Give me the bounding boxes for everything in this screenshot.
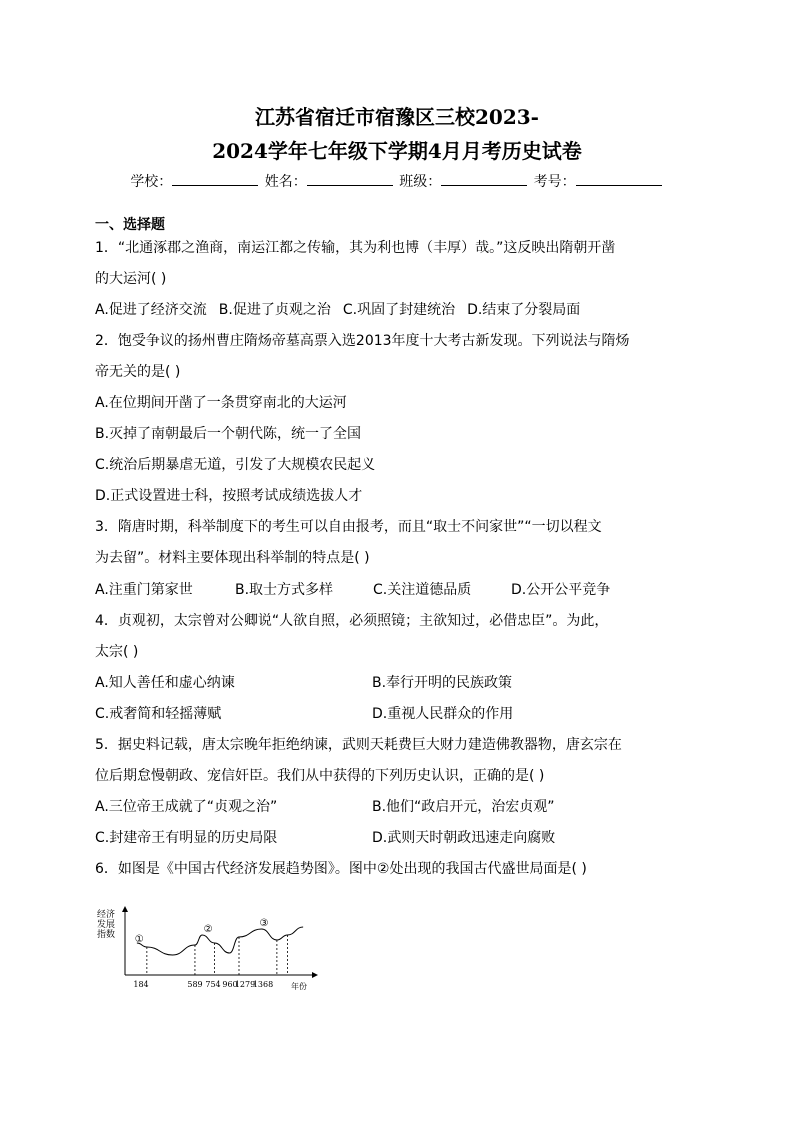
q1-options [95, 300, 592, 320]
name-field[interactable] [307, 171, 393, 186]
q3-stem-line1: 3．隋唐时期，科举制度下的考生可以自由报考，而且“取士不问家世”“一切以程文 [95, 519, 602, 535]
school-label: 学校： [130, 174, 173, 190]
section-heading: 一、选择题 [95, 217, 165, 233]
q2-option-b[interactable]: B.灭掉了南朝最后一个朝代陈，统一了全国 [95, 426, 362, 442]
q1-option-d[interactable]: D.结束了分裂局面 [467, 302, 581, 318]
q1-option-c[interactable]: C.巩固了封建统治 [342, 302, 456, 318]
q2-option-a[interactable]: A.在位期间开凿了一条贯穿南北的大运河 [95, 395, 347, 411]
q4-option-c[interactable]: C.戒奢简和轻摇薄赋 [95, 706, 222, 722]
q2-stem-line1: 2．饱受争议的扬州曹庄隋炀帝墓高票入选2013年度十大考古新发现。下列说法与隋炀 [95, 333, 630, 349]
exam-number-label: 考号： [533, 174, 576, 190]
chart-tick-589: 589 [187, 980, 203, 989]
q4-stem-line2: 太宗( ) [95, 644, 139, 660]
chart-ylabel-1: 经济 [97, 910, 116, 920]
chart-ylabel-3: 指数 [97, 930, 116, 940]
q1-option-a[interactable]: A.促进了经济交流 [95, 302, 207, 318]
chart-marker-2: ② [203, 924, 213, 935]
class-label: 班级： [399, 174, 442, 190]
q3-stem-line2: 为去留”。材料主要体现出科举制的特点是( ) [95, 550, 370, 566]
q3-option-b[interactable]: B.取士方式多样 [235, 582, 334, 598]
q5-option-a[interactable]: A.三位帝王成就了“贞观之治” [95, 799, 278, 815]
q5-option-c[interactable]: C.封建帝王有明显的历史局限 [95, 830, 278, 846]
q2-option-c[interactable]: C.统治后期暴虐无道，引发了大规模农民起义 [95, 457, 376, 473]
q3-option-a[interactable]: A.注重门第家世 [95, 582, 193, 598]
exam-title-line1: 江苏省宿迁市宿豫区三校2023- [255, 105, 539, 129]
chart-series-line [134, 927, 303, 955]
class-field[interactable] [441, 171, 527, 186]
chart-ylabel-2: 发展 [97, 920, 116, 930]
q3-option-d[interactable]: D.公开公平竞争 [511, 582, 611, 598]
chart-marker-3: ③ [259, 918, 269, 929]
q1-stem-line2: 的大运河( ) [95, 271, 167, 287]
q5-stem-line2: 位后期怠慢朝政、宠信奸臣。我们从中获得的下列历史认识，正确的是( ) [95, 768, 545, 784]
q4-option-b[interactable]: B.奉行开明的民族政策 [372, 675, 513, 691]
economic-trend-chart [95, 905, 325, 995]
chart-tick-960: 960 [222, 980, 238, 989]
q5-option-b[interactable]: B.他们“政启开元，治宏贞观” [372, 799, 555, 815]
chart-tick-1368: 1368 [252, 980, 274, 989]
q5-stem-line1: 5．据史料记载，唐太宗晚年拒绝纳谏，武则天耗费巨大财力建造佛教器物，唐玄宗在 [95, 737, 622, 753]
chart-tick-1279: 1279 [234, 980, 256, 989]
q6-stem-line1: 6．如图是《中国古代经济发展趋势图》。图中②处出现的我国古代盛世局面是( ) [95, 861, 587, 877]
q4-option-d[interactable]: D.重视人民群众的作用 [372, 706, 514, 722]
chart-tick-754: 754 [205, 980, 221, 989]
exam-number-field[interactable] [576, 171, 662, 186]
q4-stem-line1: 4．贞观初，太宗曾对公卿说“人欲自照，必须照镜；主欲知过，必借忠臣”。为此， [95, 613, 609, 629]
chart-x-arrow [312, 972, 318, 978]
exam-title-line2: 2024学年七年级下学期4月月考历史试卷 [212, 139, 582, 163]
q4-option-a[interactable]: A.知人善任和虚心纳谏 [95, 675, 235, 691]
q5-option-d[interactable]: D.武则天时朝政迅速走向腐败 [372, 830, 556, 846]
q1-option-b[interactable]: B.促进了贞观之治 [218, 302, 331, 318]
chart-xlabel: 年份 [291, 982, 307, 991]
q1-stem-line1: 1．“北通涿郡之渔商，南运江都之传输，其为利也博（丰厚）哉。”这反映出隋朝开凿 [95, 240, 616, 256]
chart-y-arrow [122, 906, 128, 912]
chart-tick-184: 184 [133, 980, 149, 989]
school-field[interactable] [172, 171, 258, 186]
name-label: 姓名： [264, 174, 307, 190]
student-info-row [0, 171, 794, 192]
q3-option-c[interactable]: C.关注道德品质 [373, 582, 472, 598]
q2-option-d[interactable]: D.正式设置进士科，按照考试成绩选拔人才 [95, 488, 363, 504]
chart-marker-1: ① [134, 934, 144, 945]
q2-stem-line2: 帝无关的是( ) [95, 364, 181, 380]
